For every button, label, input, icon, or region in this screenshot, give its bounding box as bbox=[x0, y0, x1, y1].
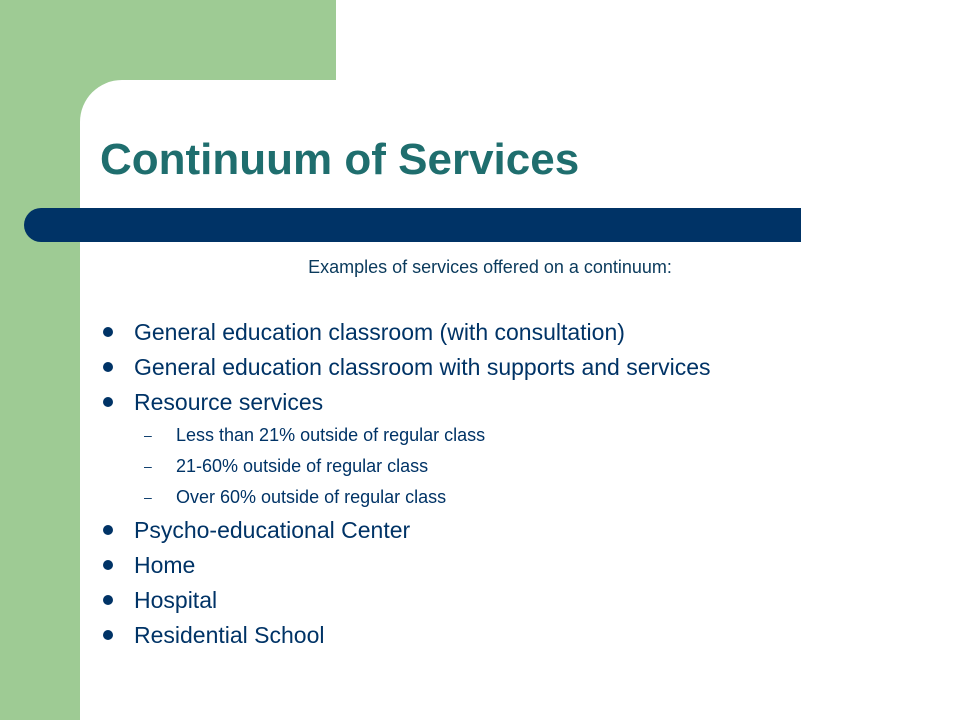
sub-list-item bbox=[100, 482, 711, 513]
sub-list-item bbox=[100, 420, 711, 451]
bullet-dot bbox=[103, 595, 113, 605]
sub-bullet-dash: – bbox=[144, 427, 152, 443]
bullet-dot bbox=[103, 362, 113, 372]
sub-bullet-dash: – bbox=[144, 489, 152, 505]
list-item-text: General education classroom with supports and services bbox=[134, 354, 711, 380]
list-item bbox=[100, 513, 711, 548]
list-item-text: Resource services bbox=[134, 389, 324, 415]
list-item-text: Hospital bbox=[134, 587, 218, 613]
list-item-text: General education classroom (with consultation) bbox=[134, 319, 625, 345]
list-item bbox=[100, 350, 711, 385]
slide-title: Continuum of Services bbox=[100, 135, 580, 184]
bullet-dot bbox=[103, 560, 113, 570]
sub-list-item-text: 21-60% outside of regular class bbox=[176, 456, 429, 476]
list-item bbox=[100, 315, 711, 350]
services-list bbox=[100, 315, 711, 653]
bullet-dot bbox=[103, 525, 113, 535]
sub-list-item-text: Over 60% outside of regular class bbox=[176, 487, 447, 507]
sub-list-item-text: Less than 21% outside of regular class bbox=[176, 425, 486, 445]
bullet-dot bbox=[103, 397, 113, 407]
slide-subtitle: Examples of services offered on a continuum: bbox=[308, 257, 672, 277]
bullet-dot bbox=[103, 327, 113, 337]
title-underline-bar bbox=[24, 208, 801, 242]
sub-list-container bbox=[100, 420, 711, 513]
list-item-text: Home bbox=[134, 552, 196, 578]
sub-bullet-dash: – bbox=[144, 458, 152, 474]
list-item bbox=[100, 583, 711, 618]
list-item-text: Residential School bbox=[134, 622, 325, 648]
list-item-text: Psycho-educational Center bbox=[134, 517, 411, 543]
list-item bbox=[100, 548, 711, 583]
resource-services-sub-list bbox=[100, 420, 711, 513]
bullet-dot bbox=[103, 630, 113, 640]
list-item bbox=[100, 385, 711, 420]
list-item bbox=[100, 618, 711, 653]
sub-list-item bbox=[100, 451, 711, 482]
